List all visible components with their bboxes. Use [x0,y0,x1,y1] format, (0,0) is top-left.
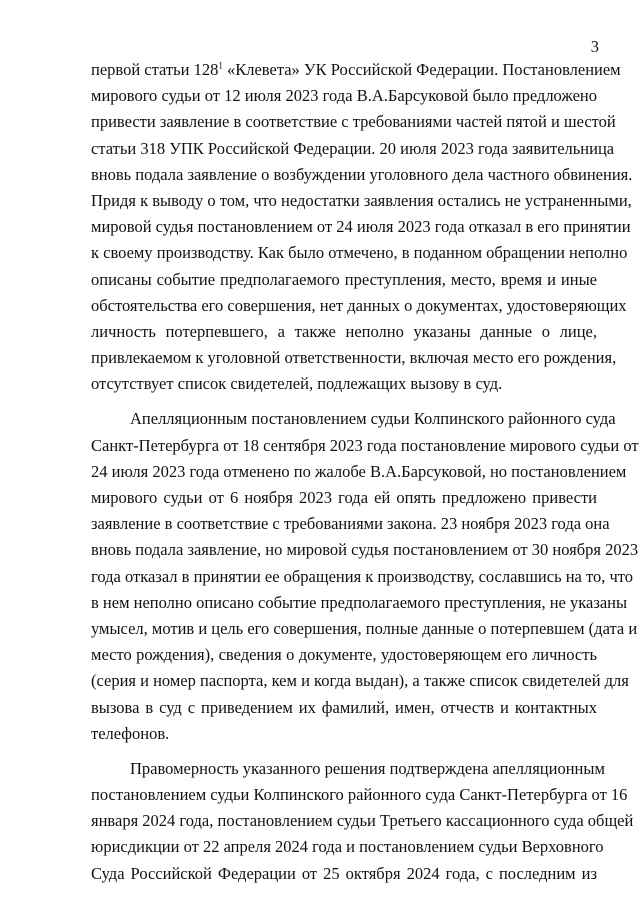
text-line: умысел, мотив и цель его совершения, полные данные о потерпевшем (дата и [91,618,638,638]
superscript-marker: 1 [218,60,223,71]
text-line: Суда Российской Федерации от 25 октября 2024 года, с последним из [91,863,597,883]
text-fragment: «Клевета» УК Российской Федерации. Постановлением [222,60,621,79]
text-fragment: первой статьи 128 [91,60,219,79]
text-line: Придя к выводу о том, что недостатки заявления остались не устраненными, [91,190,632,210]
paragraph-first-line: Правомерность указанного решения подтверждена апелляционным [130,758,605,778]
page-number: 3 [590,37,599,56]
text-line: заявление в соответствие с требованиями закона. 23 ноября 2023 года она [91,514,610,534]
text-line: привести заявление в соответствие с требованиями частей пятой и шестой [91,112,616,132]
text-line: телефонов. [91,723,170,743]
text-line: привлекаемом к уголовной ответственности, включая место его рождения, [91,348,617,368]
text-line: вновь подала заявление, но мировой судья постановлением от 30 ноября 2023 [91,540,639,560]
text-line: мирового судьи от 12 июля 2023 года В.А.Барсуковой было предложено [91,86,597,106]
text-line: 24 июля 2023 года отменено по жалобе В.А.Барсуковой, но постановлением [91,461,627,481]
text-line: обстоятельства его совершения, нет данных о документах, удостоверяющих [91,295,627,315]
text-line: вновь подала заявление о возбуждении уголовного дела частного обвинения. [91,164,633,184]
text-line: года отказал в принятии ее обращения к производству, сославшись на то, что [91,566,634,586]
text-line: Санкт-Петербурга от 18 сентября 2023 года постановление мирового судьи от [91,435,639,455]
text-line: (серия и номер паспорта, кем и когда выдан), а также список свидетелей для [91,671,629,691]
paragraph-first-line: Апелляционным постановлением судьи Колпинского районного суда [130,409,616,429]
paragraph-gap [91,397,597,406]
text-line: к своему производству. Как было отмечено, в поданном обращении неполно [91,243,628,263]
document-body [91,57,639,887]
text-line: вызова в суд с приведением их фамилий, имен, отчеств и контактных [91,697,597,717]
text-line [91,57,621,83]
text-line: января 2024 года, постановлением судьи Третьего кассационного суда общей [91,811,634,831]
text-line: юрисдикции от 22 апреля 2024 года и постановлением судьи Верховного [91,837,604,857]
paragraph-gap [91,747,597,756]
text-line: статьи 318 УПК Российской Федерации. 20 июля 2023 года заявительница [91,138,615,158]
text-line: место рождения), сведения о документе, удостоверяющем его личность [91,645,597,665]
text-line: мирового судьи от 6 ноября 2023 года ей опять предложено привести [91,488,597,507]
text-line: отсутствует список свидетелей, подлежащих вызову в суд. [91,374,503,394]
text-line: мировой судья постановлением от 24 июля 2023 года отказал в его принятии [91,217,631,237]
text-line: постановлением судьи Колпинского районного суда Санкт-Петербурга от 16 [91,785,628,805]
text-line: в нем неполно описано событие предполагаемого преступления, не указаны [91,592,628,612]
text-line: личность потерпевшего, а также неполно указаны данные о лице, [91,321,597,341]
text-line: описаны событие предполагаемого преступления, место, время и иные [91,269,597,289]
